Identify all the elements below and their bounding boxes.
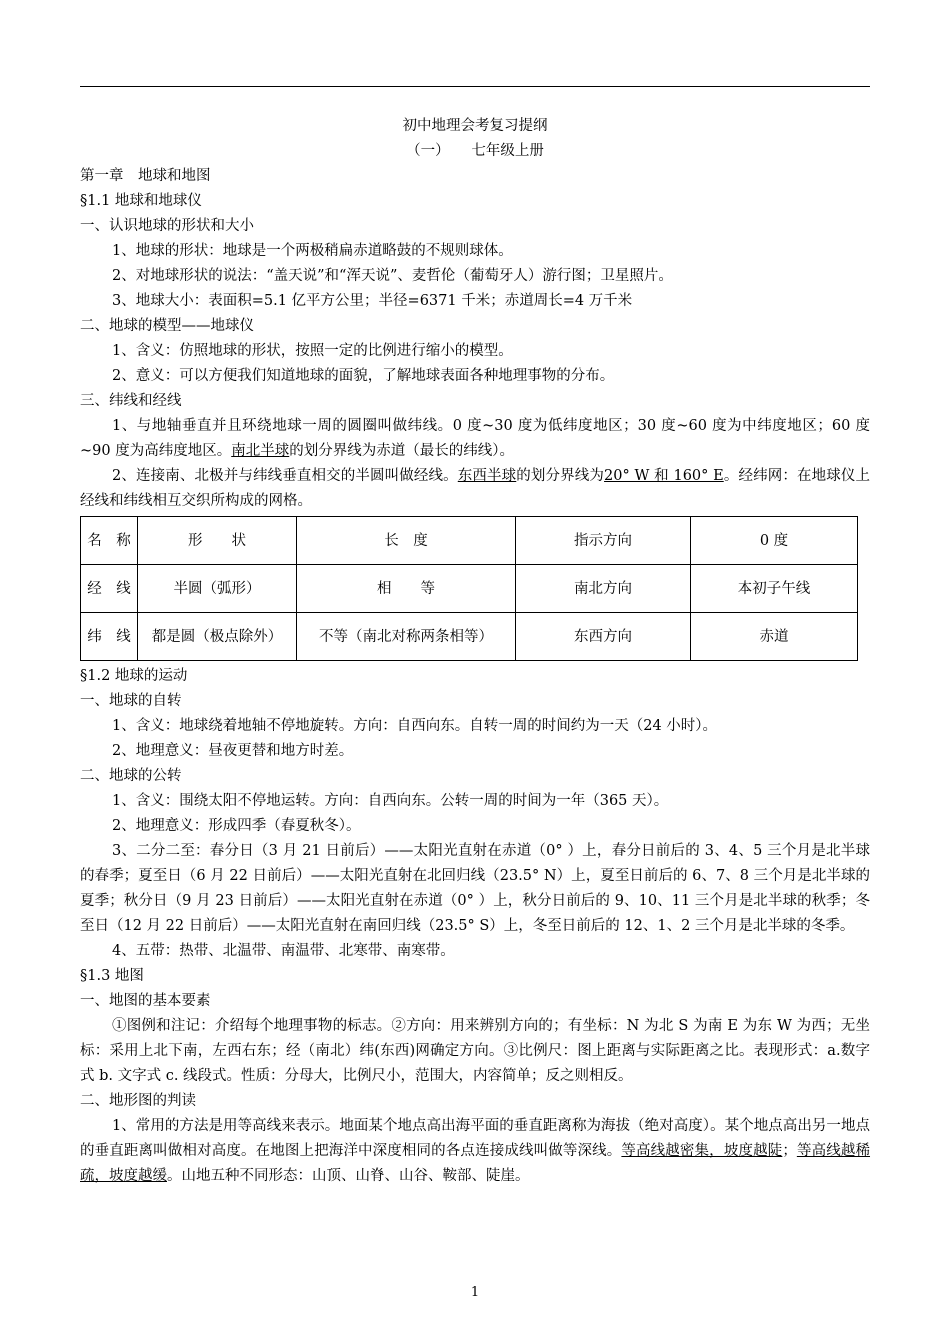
subsection-heading: 二、地形图的判读 xyxy=(80,1093,196,1109)
table-cell: 东西方向 xyxy=(516,613,691,661)
document-title: 初中地理会考复习提纲 xyxy=(402,118,548,134)
comparison-table xyxy=(80,516,858,661)
underlined-term: 20° W 和 160° E xyxy=(604,468,724,484)
document-subtitle: （一） 七年级上册 xyxy=(406,143,544,159)
underlined-term: 东西半球 xyxy=(457,468,517,484)
paragraph: 1、含义：围绕太阳不停地运转。方向：自西向东。公转一周的时间为一年（365 天）。 xyxy=(112,793,669,809)
paragraph: 1、含义：仿照地球的形状，按照一定的比例进行缩小的模型。 xyxy=(112,343,513,359)
section-heading: §1.3 地图 xyxy=(80,968,144,984)
table-header-cell: 名 称 xyxy=(81,517,138,565)
underlined-term: 等高线越稀疏，坡度越缓 xyxy=(80,1143,871,1184)
text-run: 的划分界线为赤道（最长的纬线）。 xyxy=(289,443,514,459)
paragraph: 3、二分二至：春分日（3 月 21 日前后）——太阳光直射在赤道（0° ）上，春分日前后的 3、4、5 三个月是北半球的春季；夏至日（6 月 22 日前后）——太阳光直射在北回归线（23.5° N）上，夏至日前后的 6、7、8 三个月是北半球的夏季；秋分日（9 月 23 日前后）——太阳光直射在赤道（0° ）上，秋分日前后的 9、10、11 三个月是北半球的秋季；冬至日（12 月 22 日前后）——太阳光直射在南回归线（23.5° S）上，冬至日前后的 12、1、2 三个月是北半球的冬季。 xyxy=(80,843,870,934)
subsection-heading: 一、地球的自转 xyxy=(80,693,182,709)
text-run: 1、与地轴垂直并且环绕地球一周的圆圈叫做纬线。0 度~30 度为低纬度地区；30 度~60 度为中纬度地区；60 度~90 度为高纬度地区。 xyxy=(80,418,870,459)
paragraph xyxy=(80,414,870,464)
paragraph: 2、地理意义：昼夜更替和地方时差。 xyxy=(112,743,354,759)
table-cell: 经 线 xyxy=(81,565,138,613)
text-run: 。经纬网：在地球仪上经线和纬线相互交织所构成的网格。 xyxy=(80,468,870,509)
underlined-term: 等高线越密集，坡度越陡 xyxy=(621,1143,783,1159)
paragraph: 2、意义：可以方便我们知道地球的面貌，了解地球表面各种地理事物的分布。 xyxy=(112,368,615,384)
table-header-cell: 0 度 xyxy=(691,517,858,565)
table-cell: 南北方向 xyxy=(516,565,691,613)
underlined-term: 南北半球 xyxy=(231,443,290,459)
header-rule xyxy=(80,86,870,87)
table-header-cell: 长 度 xyxy=(297,517,516,565)
page-number: 1 xyxy=(470,1285,480,1300)
subsection-heading: 三、纬线和经线 xyxy=(80,393,182,409)
subsection-heading: 二、地球的公转 xyxy=(80,768,182,784)
subsection-heading: 一、认识地球的形状和大小 xyxy=(80,218,254,234)
text-run: 。山地五种不同形态：山顶、山脊、山谷、鞍部、陡崖。 xyxy=(167,1168,530,1184)
table-cell: 都是圆（极点除外） xyxy=(138,613,297,661)
text-run: 2、连接南、北极并与纬线垂直相交的半圆叫做经线。 xyxy=(112,468,458,484)
table-cell: 本初子午线 xyxy=(691,565,858,613)
paragraph: 3、地球大小：表面积=5.1 亿平方公里；半径=6371 千米；赤道周长=4 万千米 xyxy=(112,293,633,309)
table-cell: 半圆（弧形） xyxy=(138,565,297,613)
text-run: 的划分界线为 xyxy=(516,468,605,484)
table-cell: 赤道 xyxy=(691,613,858,661)
document-page xyxy=(80,114,870,1189)
section-heading: §1.2 地球的运动 xyxy=(80,668,188,684)
paragraph: 1、含义：地球绕着地轴不停地旋转。方向：自西向东。自转一周的时间约为一天（24 小时）。 xyxy=(112,718,718,734)
subsection-heading: 二、地球的模型——地球仪 xyxy=(80,318,254,334)
paragraph: 2、对地球形状的说法：“盖天说”和“浑天说”、麦哲伦（葡萄牙人）游行图；卫星照片。 xyxy=(112,268,673,284)
table-header-row xyxy=(81,517,858,565)
table-row xyxy=(81,613,858,661)
table-row xyxy=(81,565,858,613)
paragraph: 2、地理意义：形成四季（春夏秋冬）。 xyxy=(112,818,361,834)
text-run: 1、常用的方法是用等高线来表示。地面某个地点高出海平面的垂直距离称为海拔（绝对高度）。某个地点高出另一地点的垂直距离叫做相对高度。在地图上把海洋中深度相同的各点连接成线叫做等深线。 xyxy=(80,1118,870,1159)
table-cell: 相 等 xyxy=(297,565,516,613)
section-heading: §1.1 地球和地球仪 xyxy=(80,193,202,209)
chapter-heading: 第一章 地球和地图 xyxy=(80,168,211,184)
table-header-cell: 指示方向 xyxy=(516,517,691,565)
paragraph: ①图例和注记：介绍每个地理事物的标志。②方向：用来辨别方向的；有坐标：N 为北 S 为南 E 为东 W 为西；无坐标：采用上北下南，左西右东；经（南北）纬(东西)网确定方向。③比例尺：图上距离与实际距离之比。表现形式：a.数字式 b. 文字式 c. 线段式。性质：分母大，比例尺小，范围大，内容简单；反之则相反。 xyxy=(80,1018,870,1084)
paragraph: 1、地球的形状：地球是一个两极稍扁赤道略鼓的不规则球体。 xyxy=(112,243,513,259)
table-cell: 不等（南北对称两条相等） xyxy=(297,613,516,661)
paragraph xyxy=(80,1114,870,1189)
text-run: ； xyxy=(782,1143,797,1159)
paragraph xyxy=(80,464,870,514)
table-header-cell: 形 状 xyxy=(138,517,297,565)
table-cell: 纬 线 xyxy=(81,613,138,661)
subsection-heading: 一、地图的基本要素 xyxy=(80,993,211,1009)
paragraph: 4、五带：热带、北温带、南温带、北寒带、南寒带。 xyxy=(112,943,455,959)
